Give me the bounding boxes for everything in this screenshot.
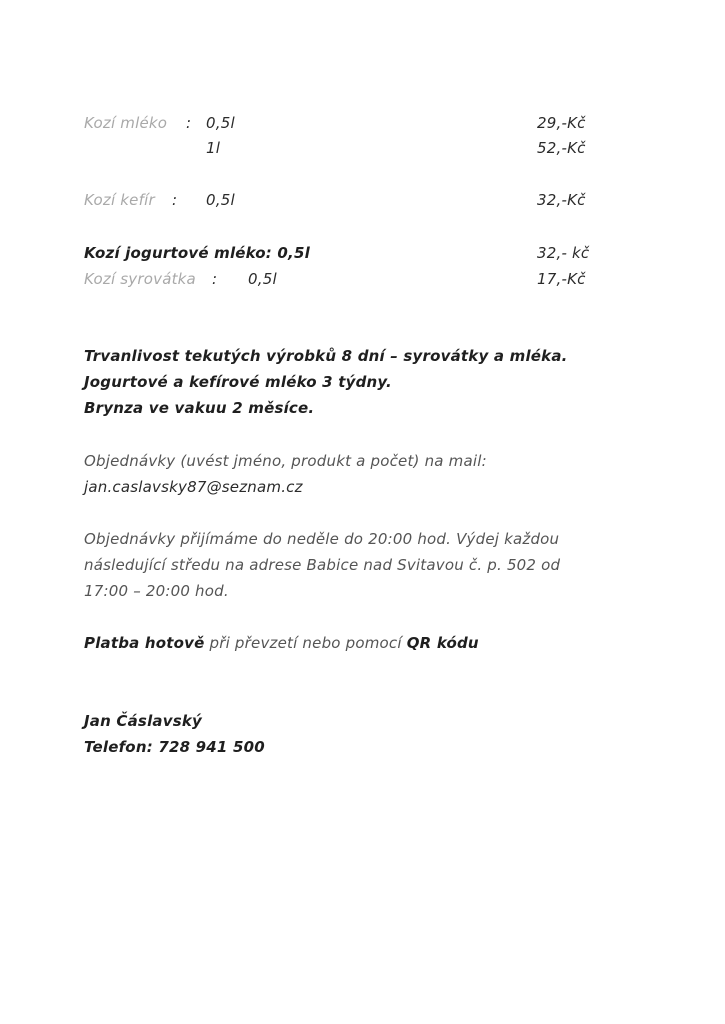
product-goat-yogurt-milk: Kozí jogurtové mléko: 0,5l (84, 244, 310, 262)
product-goat-whey: Kozí syrovátka (84, 270, 196, 288)
shelf-life-yogurt-kefir: Jogurtové a kefírové mléko 3 týdny. (84, 373, 392, 391)
price: 52,-Kč (537, 139, 586, 157)
pickup-line-2: následující středu na adrese Babice nad Svitavou č. p. 502 od (84, 556, 561, 574)
payment-middle: při převzetí nebo pomocí (204, 634, 407, 652)
contact-phone: Telefon: 728 941 500 (84, 738, 265, 756)
shelf-life-liquid: Trvanlivost tekutých výrobků 8 dní – syrovátky a mléka. (84, 347, 568, 365)
colon: : (186, 114, 192, 132)
orders-instructions: Objednávky (uvést jméno, produkt a počet) na mail: (84, 452, 487, 470)
quantity: 0,5l (248, 270, 277, 288)
quantity: 0,5l (206, 114, 235, 132)
shelf-life-brynza: Brynza ve vakuu 2 měsíce. (84, 399, 315, 417)
price: 32,- kč (537, 244, 590, 262)
orders-email[interactable]: jan.caslavsky87@seznam.cz (84, 478, 303, 496)
payment-qr: QR kódu (406, 634, 479, 652)
product-goat-kefir: Kozí kefír (84, 191, 155, 209)
quantity: 0,5l (206, 191, 235, 209)
price: 29,-Kč (537, 114, 586, 132)
colon: : (212, 270, 218, 288)
product-goat-milk: Kozí mléko (84, 114, 168, 132)
colon: : (172, 191, 178, 209)
quantity: 1l (206, 139, 221, 157)
payment-info (84, 634, 479, 652)
pickup-line-3: 17:00 – 20:00 hod. (84, 582, 229, 600)
contact-name: Jan Čáslavský (84, 712, 202, 730)
pickup-line-1: Objednávky přijímáme do neděle do 20:00 hod. Výdej každou (84, 530, 560, 548)
payment-cash: Platba hotově (84, 634, 205, 652)
price: 32,-Kč (537, 191, 586, 209)
price: 17,-Kč (537, 270, 586, 288)
